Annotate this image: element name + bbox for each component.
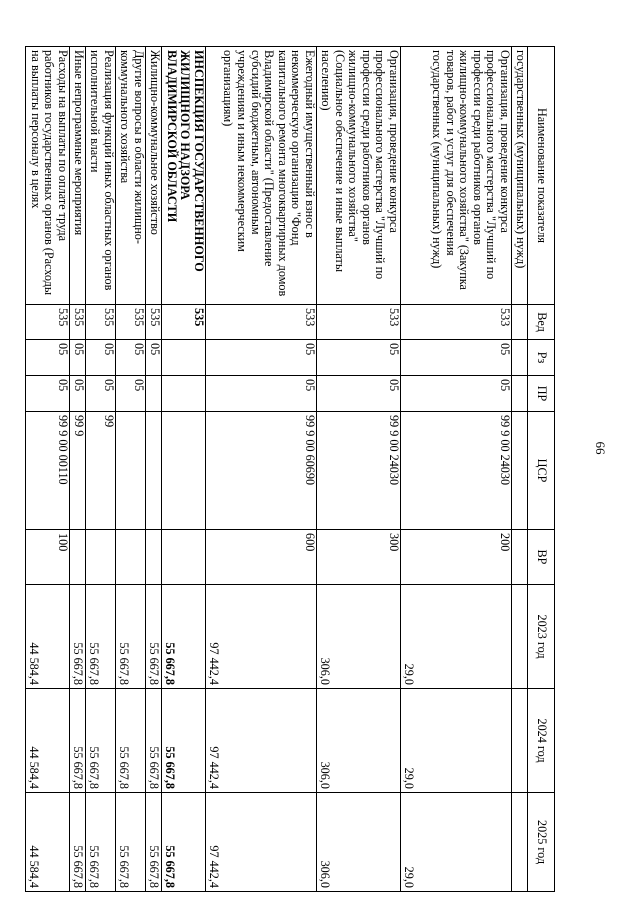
row-rz: 05: [70, 340, 86, 376]
row-pr: [146, 376, 162, 412]
row-name: Другие вопросы в области жилищно-коммунального хозяйства: [116, 47, 146, 305]
row-ved: [512, 305, 528, 340]
row-name: Организация, проведение конкурса профессионального мастерства "Лучший по профессии среди работников органов жилищно-коммунального хозяйства" (Социальное обеспечение и иные выплаты населению): [317, 47, 401, 305]
row-ved: 533: [206, 305, 317, 340]
row-pr: 05: [70, 376, 86, 412]
row-value-2024: 55 667,8: [70, 689, 86, 793]
row-ved: 535: [162, 305, 206, 340]
header-csr: ЦСР: [528, 412, 555, 530]
table-header-row: [528, 47, 555, 892]
row-value-2025: [512, 793, 528, 892]
row-csr: [146, 412, 162, 530]
row-pr: 05: [401, 376, 512, 412]
row-name: Ежегодный имущественный взнос в некоммерческую организацию "Фонд капитального ремонта многоквартирных домов Владимирской области" (Предоставление субсидий бюджетным, автономным учреждениям и иным некоммерческим организациям): [206, 47, 317, 305]
table-row: [401, 47, 512, 892]
row-ved: 535: [146, 305, 162, 340]
row-pr: 05: [26, 376, 70, 412]
row-csr: [162, 412, 206, 530]
row-pr: [162, 376, 206, 412]
row-ved: 535: [86, 305, 116, 340]
row-value-2024: 55 667,8: [86, 689, 116, 793]
header-pr: ПР: [528, 376, 555, 412]
row-rz: 05: [206, 340, 317, 376]
header-2023: 2023 год: [528, 585, 555, 689]
row-pr: 05: [116, 376, 146, 412]
row-value-2025: 29,0: [401, 793, 512, 892]
row-ved: 535: [70, 305, 86, 340]
row-value-2025: 55 667,8: [162, 793, 206, 892]
row-pr: 05: [317, 376, 401, 412]
row-name: Организация, проведение конкурса профессионального мастерства "Лучший по профессии среди работников органов жилищно-коммунального хозяйства" (Закупка товаров, работ и услуг для обеспечения государственных (муниципальных) нужд): [401, 47, 512, 305]
row-vr: 300: [317, 530, 401, 585]
row-csr: 99 9 00 24030: [317, 412, 401, 530]
table-row: [206, 47, 317, 892]
rotated-page: [26, 46, 555, 891]
row-value-2023: 306,0: [317, 585, 401, 689]
row-value-2025: 55 667,8: [86, 793, 116, 892]
row-rz: [162, 340, 206, 376]
table-row: [317, 47, 401, 892]
row-value-2023: 97 442,4: [206, 585, 317, 689]
row-value-2024: [512, 689, 528, 793]
row-value-2025: 55 667,8: [70, 793, 86, 892]
row-ved: 533: [317, 305, 401, 340]
row-value-2023: [512, 585, 528, 689]
row-pr: 05: [86, 376, 116, 412]
row-value-2024: 97 442,4: [206, 689, 317, 793]
row-value-2023: 29,0: [401, 585, 512, 689]
table-row: [86, 47, 116, 892]
row-name: Реализация функций иных областных органов исполнительной власти: [86, 47, 116, 305]
row-pr: 05: [206, 376, 317, 412]
row-value-2025: 97 442,4: [206, 793, 317, 892]
table-row: [116, 47, 146, 892]
row-vr: 100: [26, 530, 70, 585]
row-value-2024: 55 667,8: [162, 689, 206, 793]
row-value-2024: 29,0: [401, 689, 512, 793]
row-csr: [512, 412, 528, 530]
row-value-2024: 44 584,4: [26, 689, 70, 793]
header-vr: ВР: [528, 530, 555, 585]
row-csr: [116, 412, 146, 530]
row-value-2023: 55 667,8: [146, 585, 162, 689]
row-ved: 535: [26, 305, 70, 340]
row-vr: [86, 530, 116, 585]
header-rz: Рз: [528, 340, 555, 376]
row-ved: 535: [116, 305, 146, 340]
row-value-2024: 55 667,8: [146, 689, 162, 793]
row-csr: 99 9 00 00110: [26, 412, 70, 530]
row-csr: 99: [86, 412, 116, 530]
row-vr: 600: [206, 530, 317, 585]
row-value-2025: 55 667,8: [146, 793, 162, 892]
budget-table: [25, 46, 555, 892]
table-row: [512, 47, 528, 892]
row-value-2024: 306,0: [317, 689, 401, 793]
row-name: государственных (муниципальных) нужд): [512, 47, 528, 305]
header-2025: 2025 год: [528, 793, 555, 892]
row-rz: 05: [317, 340, 401, 376]
row-csr: 99 9 00 60690: [206, 412, 317, 530]
row-value-2023: 55 667,8: [162, 585, 206, 689]
row-vr: [162, 530, 206, 585]
row-pr: [512, 376, 528, 412]
row-name: Иные непрограммные мероприятия: [70, 47, 86, 305]
row-name: Жилищно-коммунальное хозяйство: [146, 47, 162, 305]
row-name: ИНСПЕКЦИЯ ГОСУДАРСТВЕННОГО ЖИЛИЩНОГО НАДЗОРА ВЛАДИМИРСКОЙ ОБЛАСТИ: [162, 47, 206, 305]
row-value-2025: 306,0: [317, 793, 401, 892]
table-row: [70, 47, 86, 892]
row-csr: 99 9: [70, 412, 86, 530]
row-rz: 05: [401, 340, 512, 376]
row-value-2023: 44 584,4: [26, 585, 70, 689]
table-row: [26, 47, 70, 892]
page-number: 66: [593, 441, 608, 455]
row-rz: 05: [116, 340, 146, 376]
row-rz: [512, 340, 528, 376]
row-value-2023: 55 667,8: [116, 585, 146, 689]
row-value-2023: 55 667,8: [86, 585, 116, 689]
row-vr: [512, 530, 528, 585]
row-rz: 05: [86, 340, 116, 376]
header-ved: Вед: [528, 305, 555, 340]
table-row: [162, 47, 206, 892]
row-vr: [146, 530, 162, 585]
row-ved: 533: [401, 305, 512, 340]
row-vr: [70, 530, 86, 585]
row-name: Расходы на выплаты по оплате труда работников государственных органов (Расходы на выплаты персоналу в целях: [26, 47, 70, 305]
row-value-2024: 55 667,8: [116, 689, 146, 793]
row-vr: 200: [401, 530, 512, 585]
row-value-2025: 44 584,4: [26, 793, 70, 892]
row-csr: 99 9 00 24030: [401, 412, 512, 530]
row-vr: [116, 530, 146, 585]
row-rz: 05: [26, 340, 70, 376]
header-name: Наименование показателя: [528, 47, 555, 305]
row-value-2023: 55 667,8: [70, 585, 86, 689]
row-rz: 05: [146, 340, 162, 376]
header-2024: 2024 год: [528, 689, 555, 793]
table-body: [26, 47, 528, 892]
row-value-2025: 55 667,8: [116, 793, 146, 892]
table-row: [146, 47, 162, 892]
